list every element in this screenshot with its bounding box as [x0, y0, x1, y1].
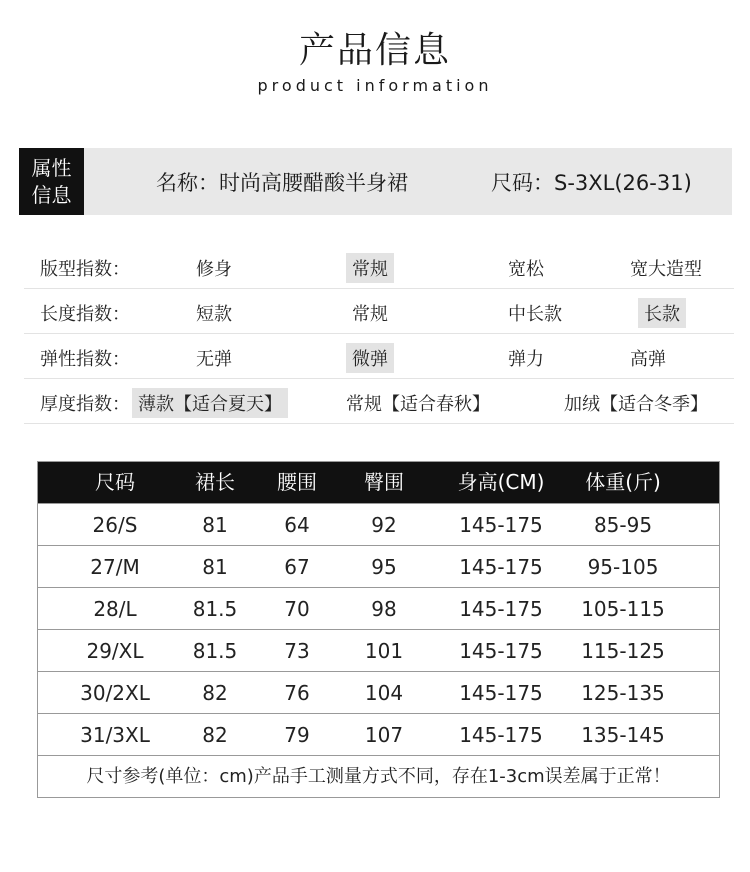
- page-title: 产品信息: [298, 30, 451, 71]
- table-row: [38, 671, 719, 713]
- table-row: [38, 587, 719, 629]
- page-subtitle: product information: [257, 76, 493, 95]
- table-cell: 67: [284, 555, 310, 579]
- table-cell: 145-175: [459, 681, 543, 705]
- table-cell: 81: [202, 513, 228, 537]
- table-cell: 31/3XL: [80, 723, 150, 747]
- table-cell: 64: [284, 513, 310, 537]
- attribute-bar: [19, 148, 732, 215]
- table-row: [38, 713, 719, 755]
- index-option: 常规: [352, 304, 388, 325]
- table-cell: 145-175: [459, 639, 543, 663]
- table-cell: 27/M: [90, 555, 140, 579]
- table-cell: 81: [202, 555, 228, 579]
- index-label: 弹性指数：: [40, 349, 130, 370]
- table-row: [38, 629, 719, 671]
- elasticity-index-row: [24, 334, 734, 379]
- table-cell: 30/2XL: [80, 681, 150, 705]
- size-table-note: 尺寸参考(单位：cm)产品手工测量方式不同，存在1-3cm误差属于正常！: [38, 755, 719, 797]
- index-option-selected: 微弹: [346, 343, 394, 373]
- table-cell: 115-125: [581, 639, 665, 663]
- table-header-cell: 臀围: [364, 470, 404, 494]
- size-table-header: [38, 462, 719, 503]
- table-cell: 92: [371, 513, 397, 537]
- table-cell: 104: [364, 681, 404, 705]
- length-index-row: [24, 289, 734, 334]
- index-option: 常规【适合春秋】: [346, 394, 490, 415]
- table-header-cell: 裙长: [195, 470, 235, 494]
- table-cell: 95-105: [587, 555, 659, 579]
- index-option: 弹力: [508, 349, 544, 370]
- table-header-cell: 身高(CM): [457, 470, 545, 494]
- index-label: 版型指数：: [40, 259, 130, 280]
- index-option: 无弹: [196, 349, 232, 370]
- table-cell: 105-115: [581, 597, 665, 621]
- table-cell: 107: [364, 723, 404, 747]
- index-label: 厚度指数：: [40, 394, 130, 415]
- index-option: 修身: [196, 259, 232, 280]
- thickness-index-row: [24, 379, 734, 424]
- table-cell: 145-175: [459, 723, 543, 747]
- attribute-tag-line2: 信息: [31, 182, 72, 207]
- size-table: [37, 461, 720, 798]
- index-option: 短款: [196, 304, 232, 325]
- index-option: 中长款: [508, 304, 562, 325]
- table-cell: 125-135: [581, 681, 665, 705]
- table-cell: 95: [371, 555, 397, 579]
- table-row: [38, 545, 719, 587]
- table-header-cell: 体重(斤): [585, 470, 661, 494]
- table-cell: 145-175: [459, 555, 543, 579]
- table-header-cell: 腰围: [277, 470, 317, 494]
- attribute-tag-line1: 属性: [31, 155, 72, 180]
- index-option-selected: 长款: [638, 298, 686, 328]
- table-cell: 98: [371, 597, 397, 621]
- product-size-range: 尺码：S-3XL(26-31): [491, 171, 692, 195]
- table-cell: 79: [284, 723, 310, 747]
- index-option: 加绒【适合冬季】: [564, 394, 708, 415]
- table-cell: 26/S: [92, 513, 138, 537]
- table-cell: 135-145: [581, 723, 665, 747]
- index-option: 宽大造型: [630, 259, 702, 280]
- table-cell: 29/XL: [86, 639, 144, 663]
- table-cell: 85-95: [593, 513, 653, 537]
- index-option: 宽松: [508, 259, 544, 280]
- table-cell: 81.5: [192, 597, 238, 621]
- index-option: 高弹: [630, 349, 666, 370]
- index-option-selected: 薄款【适合夏天】: [132, 388, 288, 418]
- table-row: [38, 503, 719, 545]
- table-cell: 145-175: [459, 597, 543, 621]
- product-name: 名称：时尚高腰醋酸半身裙: [156, 171, 408, 195]
- table-cell: 81.5: [192, 639, 238, 663]
- table-cell: 73: [284, 639, 310, 663]
- table-header-cell: 尺码: [95, 470, 135, 494]
- fit-index-row: [24, 244, 734, 289]
- table-cell: 82: [202, 723, 228, 747]
- index-label: 长度指数：: [40, 304, 130, 325]
- table-cell: 70: [284, 597, 310, 621]
- table-cell: 76: [284, 681, 310, 705]
- index-option-selected: 常规: [346, 253, 394, 283]
- attribute-tag: [19, 148, 84, 215]
- table-cell: 145-175: [459, 513, 543, 537]
- table-cell: 82: [202, 681, 228, 705]
- table-cell: 101: [364, 639, 404, 663]
- table-cell: 28/L: [93, 597, 137, 621]
